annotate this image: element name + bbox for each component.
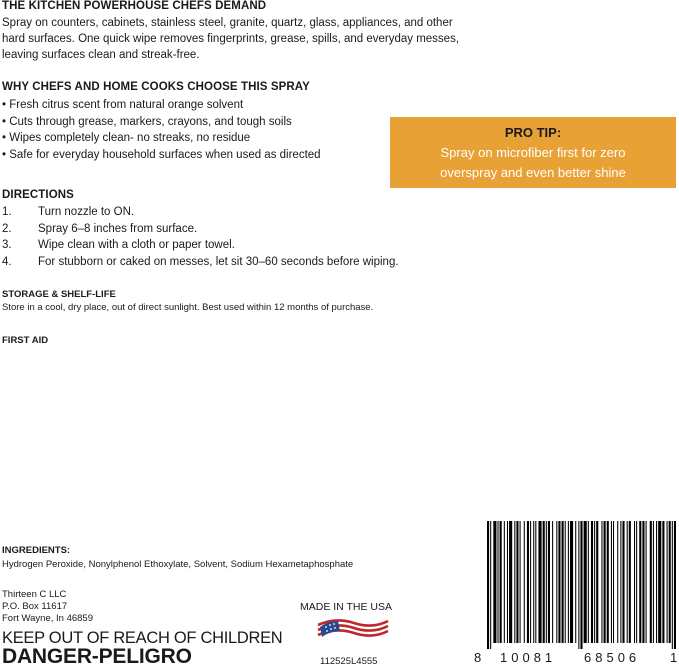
step-number: 3. xyxy=(2,239,12,251)
step-number: 1. xyxy=(2,206,12,218)
first-aid-heading: FIRST AID xyxy=(2,335,49,346)
us-flag-icon xyxy=(316,615,390,641)
barcode-bar xyxy=(642,521,644,643)
barcode-bar xyxy=(546,521,547,643)
barcode-bar xyxy=(636,521,637,643)
step-text: For stubborn or caked on messes, let sit 30–60 seconds before wiping. xyxy=(38,255,399,268)
barcode-bar xyxy=(613,521,614,643)
step-text: Wipe clean with a cloth or paper towel. xyxy=(38,239,235,251)
address-line: P.O. Box 11617 xyxy=(2,601,68,612)
barcode-bar xyxy=(570,521,573,643)
barcode-bar xyxy=(604,521,606,643)
address-line: Fort Wayne, In 46859 xyxy=(2,613,94,624)
barcode-bar xyxy=(672,521,673,649)
barcode-bar xyxy=(524,521,525,643)
barcode-bar xyxy=(552,521,553,643)
direction-step xyxy=(2,204,399,221)
barcode-bar xyxy=(662,521,664,643)
barcode-bar xyxy=(622,521,624,643)
step-text: Spray 6–8 inches from surface. xyxy=(38,222,198,235)
barcode-bar xyxy=(578,521,579,649)
danger-warning: DANGER-PELIGRO xyxy=(2,645,192,668)
pro-tip-line: overspray and even better shine xyxy=(440,165,626,180)
intro-line: Spray on counters, cabinets, stainless steel, granite, quartz, glass, appliances, and other xyxy=(2,17,453,29)
barcode-bar xyxy=(509,521,512,643)
barcode-bar xyxy=(487,521,489,649)
barcode-bar xyxy=(617,521,618,643)
storage-heading: STORAGE & SHELF-LIFE xyxy=(2,289,116,300)
barcode-bar xyxy=(543,521,545,643)
barcode-bar xyxy=(500,521,502,643)
company-address xyxy=(2,589,93,625)
barcode-digit-left: 8 xyxy=(474,650,482,665)
barcode-bar xyxy=(504,521,505,643)
barcode-bar xyxy=(498,521,499,643)
barcode-bar xyxy=(669,521,671,643)
barcode-bar xyxy=(639,521,641,643)
barcode-bar xyxy=(584,521,587,643)
made-in-usa-text: MADE IN THE USA xyxy=(300,601,392,613)
barcode-bar xyxy=(548,521,550,643)
step-number: 2. xyxy=(2,222,12,235)
barcode-bar xyxy=(538,521,541,643)
step-text: Turn nozzle to ON. xyxy=(38,206,135,218)
bullet-item: • Safe for everyday household surfaces when used as directed xyxy=(2,147,321,164)
intro-paragraph xyxy=(2,15,459,63)
barcode-bar xyxy=(493,521,496,643)
barcode-bar xyxy=(650,521,652,643)
barcode-bar xyxy=(575,521,576,643)
step-number: 4. xyxy=(2,255,12,268)
barcode-bar xyxy=(658,521,661,643)
barcode-bar xyxy=(620,521,621,643)
barcode-bar xyxy=(674,521,676,649)
barcode-bar xyxy=(646,521,647,643)
barcode-bar xyxy=(520,521,521,643)
barcode-bar xyxy=(533,521,534,643)
address-line: Thirteen C LLC xyxy=(2,589,67,600)
ingredients-text: Hydrogen Peroxide, Nonylphenol Ethoxylate, Solvent, Sodium Hexametaphosphate xyxy=(2,559,354,570)
barcode-bar xyxy=(527,521,529,643)
barcode-bar xyxy=(580,521,582,649)
bullet-item: • Wipes completely clean- no streaks, no residue xyxy=(2,130,321,147)
barcode-digits-group-2: 68506 xyxy=(584,650,641,665)
intro-line: leaving surfaces clean and streak-free. xyxy=(2,49,200,61)
barcode-bar xyxy=(490,521,491,649)
barcode-bar xyxy=(507,521,508,643)
why-bullet-list xyxy=(2,97,321,163)
pro-tip-title: PRO TIP: xyxy=(504,125,562,140)
lot-code: 112525L4555 xyxy=(320,656,378,667)
directions-heading: DIRECTIONS xyxy=(2,189,74,201)
barcode-bar xyxy=(601,521,602,643)
bullet-item: • Cuts through grease, markers, crayons, and tough soils xyxy=(2,114,321,131)
directions-list xyxy=(2,204,399,270)
barcode-bar xyxy=(535,521,536,643)
direction-step xyxy=(2,254,399,271)
barcode-bar xyxy=(514,521,515,643)
barcode-bar xyxy=(629,521,631,643)
barcode-bar xyxy=(516,521,518,643)
keep-out-warning: KEEP OUT OF REACH OF CHILDREN xyxy=(2,629,283,647)
why-heading: WHY CHEFS AND HOME COOKS CHOOSE THIS SPRAY xyxy=(2,81,310,93)
barcode-bar xyxy=(591,521,593,643)
pro-tip-box xyxy=(390,117,676,188)
barcode-bar xyxy=(556,521,557,643)
barcode-bar xyxy=(653,521,654,643)
barcode-bar xyxy=(627,521,628,643)
barcode-bar xyxy=(656,521,657,643)
bullet-item: • Fresh citrus scent from natural orange solvent xyxy=(2,97,321,114)
barcode-bar xyxy=(667,521,668,643)
barcode-bar xyxy=(607,521,609,643)
direction-step xyxy=(2,237,399,254)
headline: THE KITCHEN POWERHOUSE CHEFS DEMAND xyxy=(2,0,267,12)
barcode-digits-group-1: 10081 xyxy=(500,650,557,665)
barcode-bar xyxy=(594,521,595,643)
barcode-bar xyxy=(588,521,589,643)
barcode-bar xyxy=(634,521,635,643)
intro-line: hard surfaces. One quick wipe removes fingerprints, grease, spills, and everyday messes, xyxy=(2,33,460,45)
ingredients-heading: INGREDIENTS: xyxy=(2,545,71,556)
barcode-bar xyxy=(565,521,566,643)
storage-text: Store in a cool, dry place, out of direct sunlight. Best used within 12 months of purchase. xyxy=(2,302,374,313)
barcode-bar xyxy=(558,521,560,643)
barcode xyxy=(487,521,676,649)
barcode-digit-right: 1 xyxy=(670,650,678,665)
direction-step xyxy=(2,221,399,238)
barcode-bar xyxy=(562,521,564,643)
barcode-bar xyxy=(596,521,598,643)
barcode-bar xyxy=(568,521,569,643)
barcode-bar xyxy=(530,521,531,643)
barcode-bar xyxy=(611,521,612,643)
pro-tip-line: Spray on microfiber first for zero xyxy=(440,145,626,160)
